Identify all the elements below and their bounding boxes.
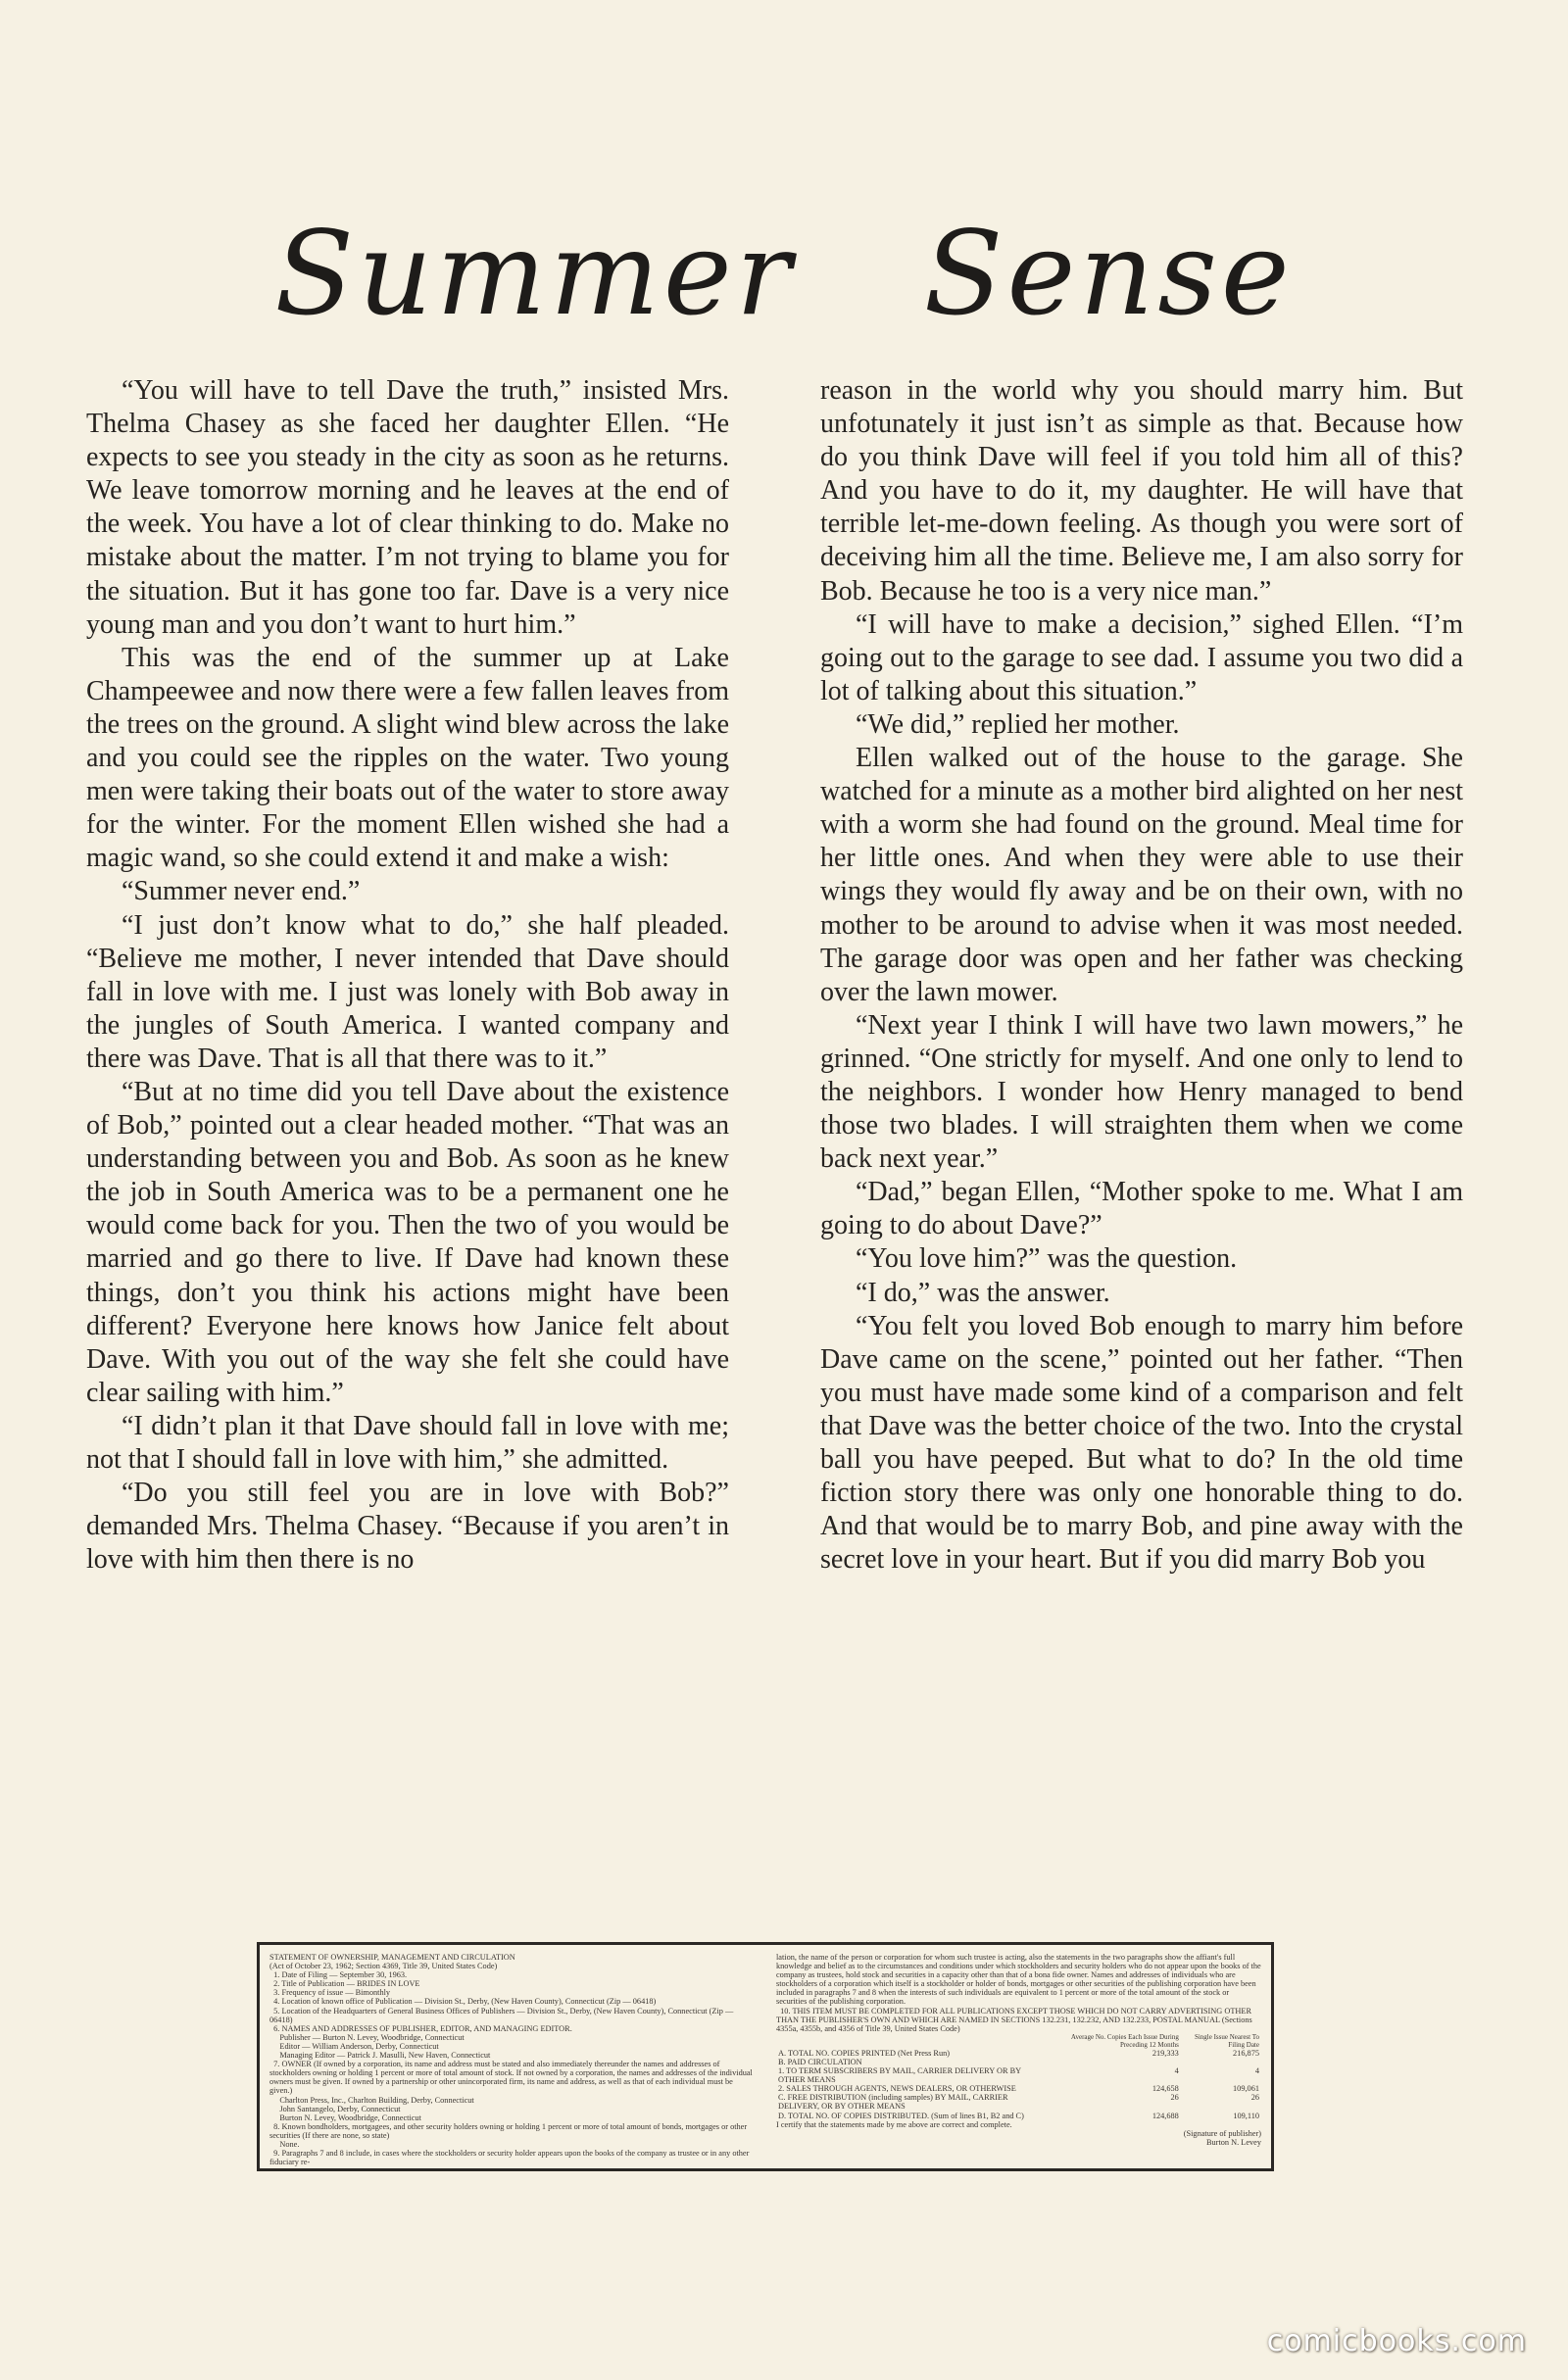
circulation-cell-avg: 124,688 — [1152, 2111, 1179, 2120]
right-column — [820, 374, 1463, 1864]
circulation-cell-label: 2. SALES THROUGH AGENTS, NEWS DEALERS, OR OTHERWISE — [778, 2084, 1016, 2094]
circulation-cell-avg: 219,333 — [1152, 2048, 1179, 2058]
story-paragraph: “Do you still feel you are in love with Bob?” demanded Mrs. Thelma Chasey. “Because if you aren’t in love with him then there is no — [86, 1478, 729, 1576]
statement-of-ownership-box — [257, 1942, 1274, 2171]
statement-line: (Act of October 23, 1962; Section 4369, Title 39, United States Code) — [270, 1962, 498, 1971]
circulation-row — [776, 2093, 1261, 2111]
statement-line: 6. NAMES AND ADDRESSES OF PUBLISHER, EDITOR, AND MANAGING EDITOR. — [270, 2023, 572, 2033]
single-issue-header: Single Issue Nearest To Filing Date — [1194, 2032, 1259, 2049]
story-paragraph: “You will have to tell Dave the truth,” insisted Mrs. Thelma Chasey as she faced her daughter Ellen. “He expects to see you steady in the city as soon as he returns. We leave tomorrow morning and he leaves at the end of the week. You have a lot of clear thinking to do. Make no mistake about the matter. I’m not trying to blame you for the situation. But it has gone too far. Dave is a very nice young man and you don’t want to hurt him.” — [86, 375, 729, 640]
circulation-cell-single: 109,110 — [1233, 2111, 1259, 2120]
circulation-cell-avg — [1051, 2058, 1181, 2066]
story-paragraph: “I didn’t plan it that Dave should fall in love with me; not that I should fall in love with him,” she admitted. — [86, 1410, 729, 1475]
circulation-cell-single — [1181, 2058, 1261, 2066]
statement-line: 9. Paragraphs 7 and 8 include, in cases where the stockholders or security holder appears upon the books of the company as trustee or in any other fiduciary re- — [270, 2149, 752, 2167]
circulation-table — [776, 2033, 1261, 2120]
story-paragraph: “We did,” replied her mother. — [856, 708, 1180, 740]
story-paragraph: Ellen walked out of the house to the garage. She watched for a minute as a mother bird alighted on her nest with a worm she had found on the ground. Meal time for her little ones. And when they were able to use their wings they would fly away and be on their own, with no mother to be around to advise when it was most needed. The garage door was open and her father was checking over the lawn mower. — [820, 743, 1463, 1007]
statement-line: 1. Date of Filing — September 30, 1963. — [270, 1970, 408, 1980]
circulation-cell-label: A. TOTAL NO. COPIES PRINTED (Net Press Run) — [778, 2048, 951, 2058]
story-columns — [86, 374, 1463, 1864]
circulation-cell-single: 109,061 — [1233, 2084, 1259, 2094]
circulation-cell-single: 26 — [1250, 2093, 1259, 2103]
circulation-cell-label: D. TOTAL NO. OF COPIES DISTRIBUTED. (Sum of lines B1, B2 and C) — [778, 2111, 1024, 2120]
circulation-cell-label: B. PAID CIRCULATION — [778, 2057, 862, 2066]
story-paragraph: reason in the world why you should marry him. But unfotunately it just isn’t as simple as that. Because how do you think Dave will feel if you told him all of this? And you have to do it, my daughter. He will have that terrible let-me-down feeling. As though you were sort of deceiving him all the time. Believe me, I am also sorry for Bob. Because he too is a very nice man.” — [820, 375, 1463, 607]
story-paragraph: “I do,” was the answer. — [856, 1277, 1110, 1308]
story-paragraph: “I will have to make a decision,” sighed Ellen. “I’m going out to the garage to see dad. I assume you two did a lot of talking about this situation.” — [820, 608, 1463, 706]
statement-line: 5. Location of the Headquarters of General Business Offices of Publishers — Division St., Derby, (New Haven County), Connecticut (Zip — 06418) — [270, 2006, 736, 2024]
story-title: Summer Sense — [274, 206, 1294, 341]
circulation-row — [776, 2066, 1261, 2084]
statement-line: Charlton Press, Inc., Charlton Building, Derby, Connecticut — [270, 2095, 474, 2105]
left-column — [86, 374, 729, 1864]
statement-line: Publisher — Burton N. Levey, Woodbridge, Connecticut — [270, 2032, 465, 2042]
circulation-row — [776, 2084, 1261, 2093]
avg-copies-header: Average No. Copies Each Issue During Preceding 12 Months — [1070, 2032, 1179, 2049]
circulation-cell-avg: 124,658 — [1152, 2084, 1179, 2094]
statement-line: Editor — William Anderson, Derby, Connecticut — [270, 2041, 439, 2051]
statement-line: 7. OWNER (If owned by a corporation, its name and address must be stated and also immediately thereunder the names and addresses of stockholders owning or holding 1 percent or more of total amount of stock. If not owned by a corporation, the names and addresses of the individual owners must be given. If owned by a partnership or other unincorporated firm, its name and address, as well as that of each individual must be given.) — [270, 2060, 755, 2096]
statement-right-text — [776, 1953, 1261, 2033]
certification-text: I certify that the statements made by me above are correct and complete. — [776, 2119, 1012, 2129]
circulation-row — [776, 2112, 1261, 2120]
story-paragraph: This was the end of the summer up at Lake Champeewee and now there were a few fallen leaves from the trees on the ground. A slight wind blew across the lake and you could see the ripples on the water. Two young men were taking their boats out of the water to store away for the winter. For the moment Ellen wished she had a magic wand, so she could extend it and make a wish: — [86, 642, 729, 874]
circulation-row — [776, 2058, 1261, 2066]
circulation-cell-avg: 26 — [1170, 2093, 1179, 2103]
statement-line: Burton N. Levey, Woodbridge, Connecticut — [270, 2113, 421, 2122]
circulation-cell-single: 4 — [1254, 2066, 1259, 2076]
story-paragraph: “But at no time did you tell Dave about the existence of Bob,” pointed out a clear headed mother. “That was an understanding between you and Bob. As soon as he knew the job in South America was to be a permanent one he would come back for you. Then the two of you would be married and go there to live. If Dave had known these things, don’t you think his actions might have been different? Everyone here knows how Janice felt about Dave. With you out of the way she felt she could have clear sailing with him.” — [86, 1076, 729, 1408]
story-paragraph: “I just don’t know what to do,” she half pleaded. “Believe me mother, I never intended that Dave should fall in love with me. I just was lonely with Bob away in the jungles of South America. I wanted company and there was Dave. That is all that there was to it.” — [86, 909, 729, 1074]
statement-line: John Santangelo, Derby, Connecticut — [270, 2104, 401, 2113]
circulation-row — [776, 2049, 1261, 2058]
circulation-table-header — [776, 2033, 1261, 2049]
circulation-cell-avg: 4 — [1174, 2066, 1179, 2076]
statement-right-column — [776, 1953, 1261, 2161]
circulation-cell-label: 1. TO TERM SUBSCRIBERS BY MAIL, CARRIER DELIVERY OR BY OTHER MEANS — [778, 2066, 1021, 2085]
statement-line: None. — [270, 2139, 300, 2149]
story-paragraph: “You felt you loved Bob enough to marry him before Dave came on the scene,” pointed out her father. “Then you must have made some kind of a comparison and felt that Dave was the better choice of the two. Into the crystal ball you have peeped. But what to do? In the old time fiction story there was only one honorable thing to do. And that would be to marry Bob, and pine away with the secret love in your heart. But if you did marry Bob you — [820, 1310, 1463, 1576]
circulation-cell-single: 216,875 — [1233, 2048, 1259, 2058]
story-paragraph: “You love him?” was the question. — [856, 1243, 1238, 1275]
statement-line: lation, the name of the person or corporation for whom such trustee is acting, also the statements in the two paragraphs show the affiant's full knowledge and belief as to the circumstances and conditions under which stockholders and security holders who do not appear upon the books of the company as trustees, hold stock and securities in a capacity other than that of a bona fide owner. Names and addresses of individuals who are stockholders of a corporation which itself is a stockholder or holder of bonds, mortgages or other securities of the publishing corporation have been included in paragraphs 7 and 8 when the interests of such individuals are equivalent to 1 percent or more of the total amount of the stock or securities of the publishing corporation. — [776, 1953, 1263, 2007]
circulation-cell-label: C. FREE DISTRIBUTION (including samples) BY MAIL, CARRIER DELIVERY, OR BY OTHER MEANS — [778, 2093, 1008, 2112]
story-paragraph: “Next year I think I will have two lawn mowers,” he grinned. “One strictly for myself. And one only to lend to the neighbors. I wonder how Henry managed to bend those two blades. I will straighten them when we come back next year.” — [820, 1009, 1463, 1175]
story-paragraph: “Summer never end.” — [122, 876, 361, 907]
statement-left-column — [270, 1953, 755, 2167]
story-paragraph: “Dad,” began Ellen, “Mother spoke to me. What I am going to do about Dave?” — [820, 1177, 1463, 1241]
statement-line: 4. Location of known office of Publication — Division St., Derby, (New Haven County), Connecticut (Zip — 06418) — [270, 1997, 657, 2007]
signature-name: Burton N. Levey — [1206, 2137, 1261, 2147]
signature-label: (Signature of publisher) — [1183, 2128, 1261, 2138]
statement-line: Managing Editor — Patrick J. Masulli, New Haven, Connecticut — [270, 2051, 491, 2061]
watermark: comicbooks.com — [1266, 2324, 1527, 2358]
statement-line: 10. THIS ITEM MUST BE COMPLETED FOR ALL PUBLICATIONS EXCEPT THOSE WHICH DO NOT CARRY ADVERTISING OTHER THAN THE PUBLISHER'S OWN AND WHICH ARE NAMED IN SECTIONS 132.231, 132.232, AND 132.233, POSTAL MANUAL (Sections 4355a, 4355b, and 4356 of Title 39, United States Code) — [776, 2006, 1254, 2033]
statement-line: 8. Known bondholders, mortgagees, and other security holders owning or holding 1 percent or more of total amount of bonds, mortgages or other securities (If there are none, so state) — [270, 2121, 750, 2140]
statement-line: STATEMENT OF OWNERSHIP, MANAGEMENT AND CIRCULATION — [270, 1953, 515, 1962]
statement-line: 3. Frequency of issue — Bimonthly — [270, 1988, 391, 1998]
statement-line: 2. Title of Publication — BRIDES IN LOVE — [270, 1979, 420, 1989]
